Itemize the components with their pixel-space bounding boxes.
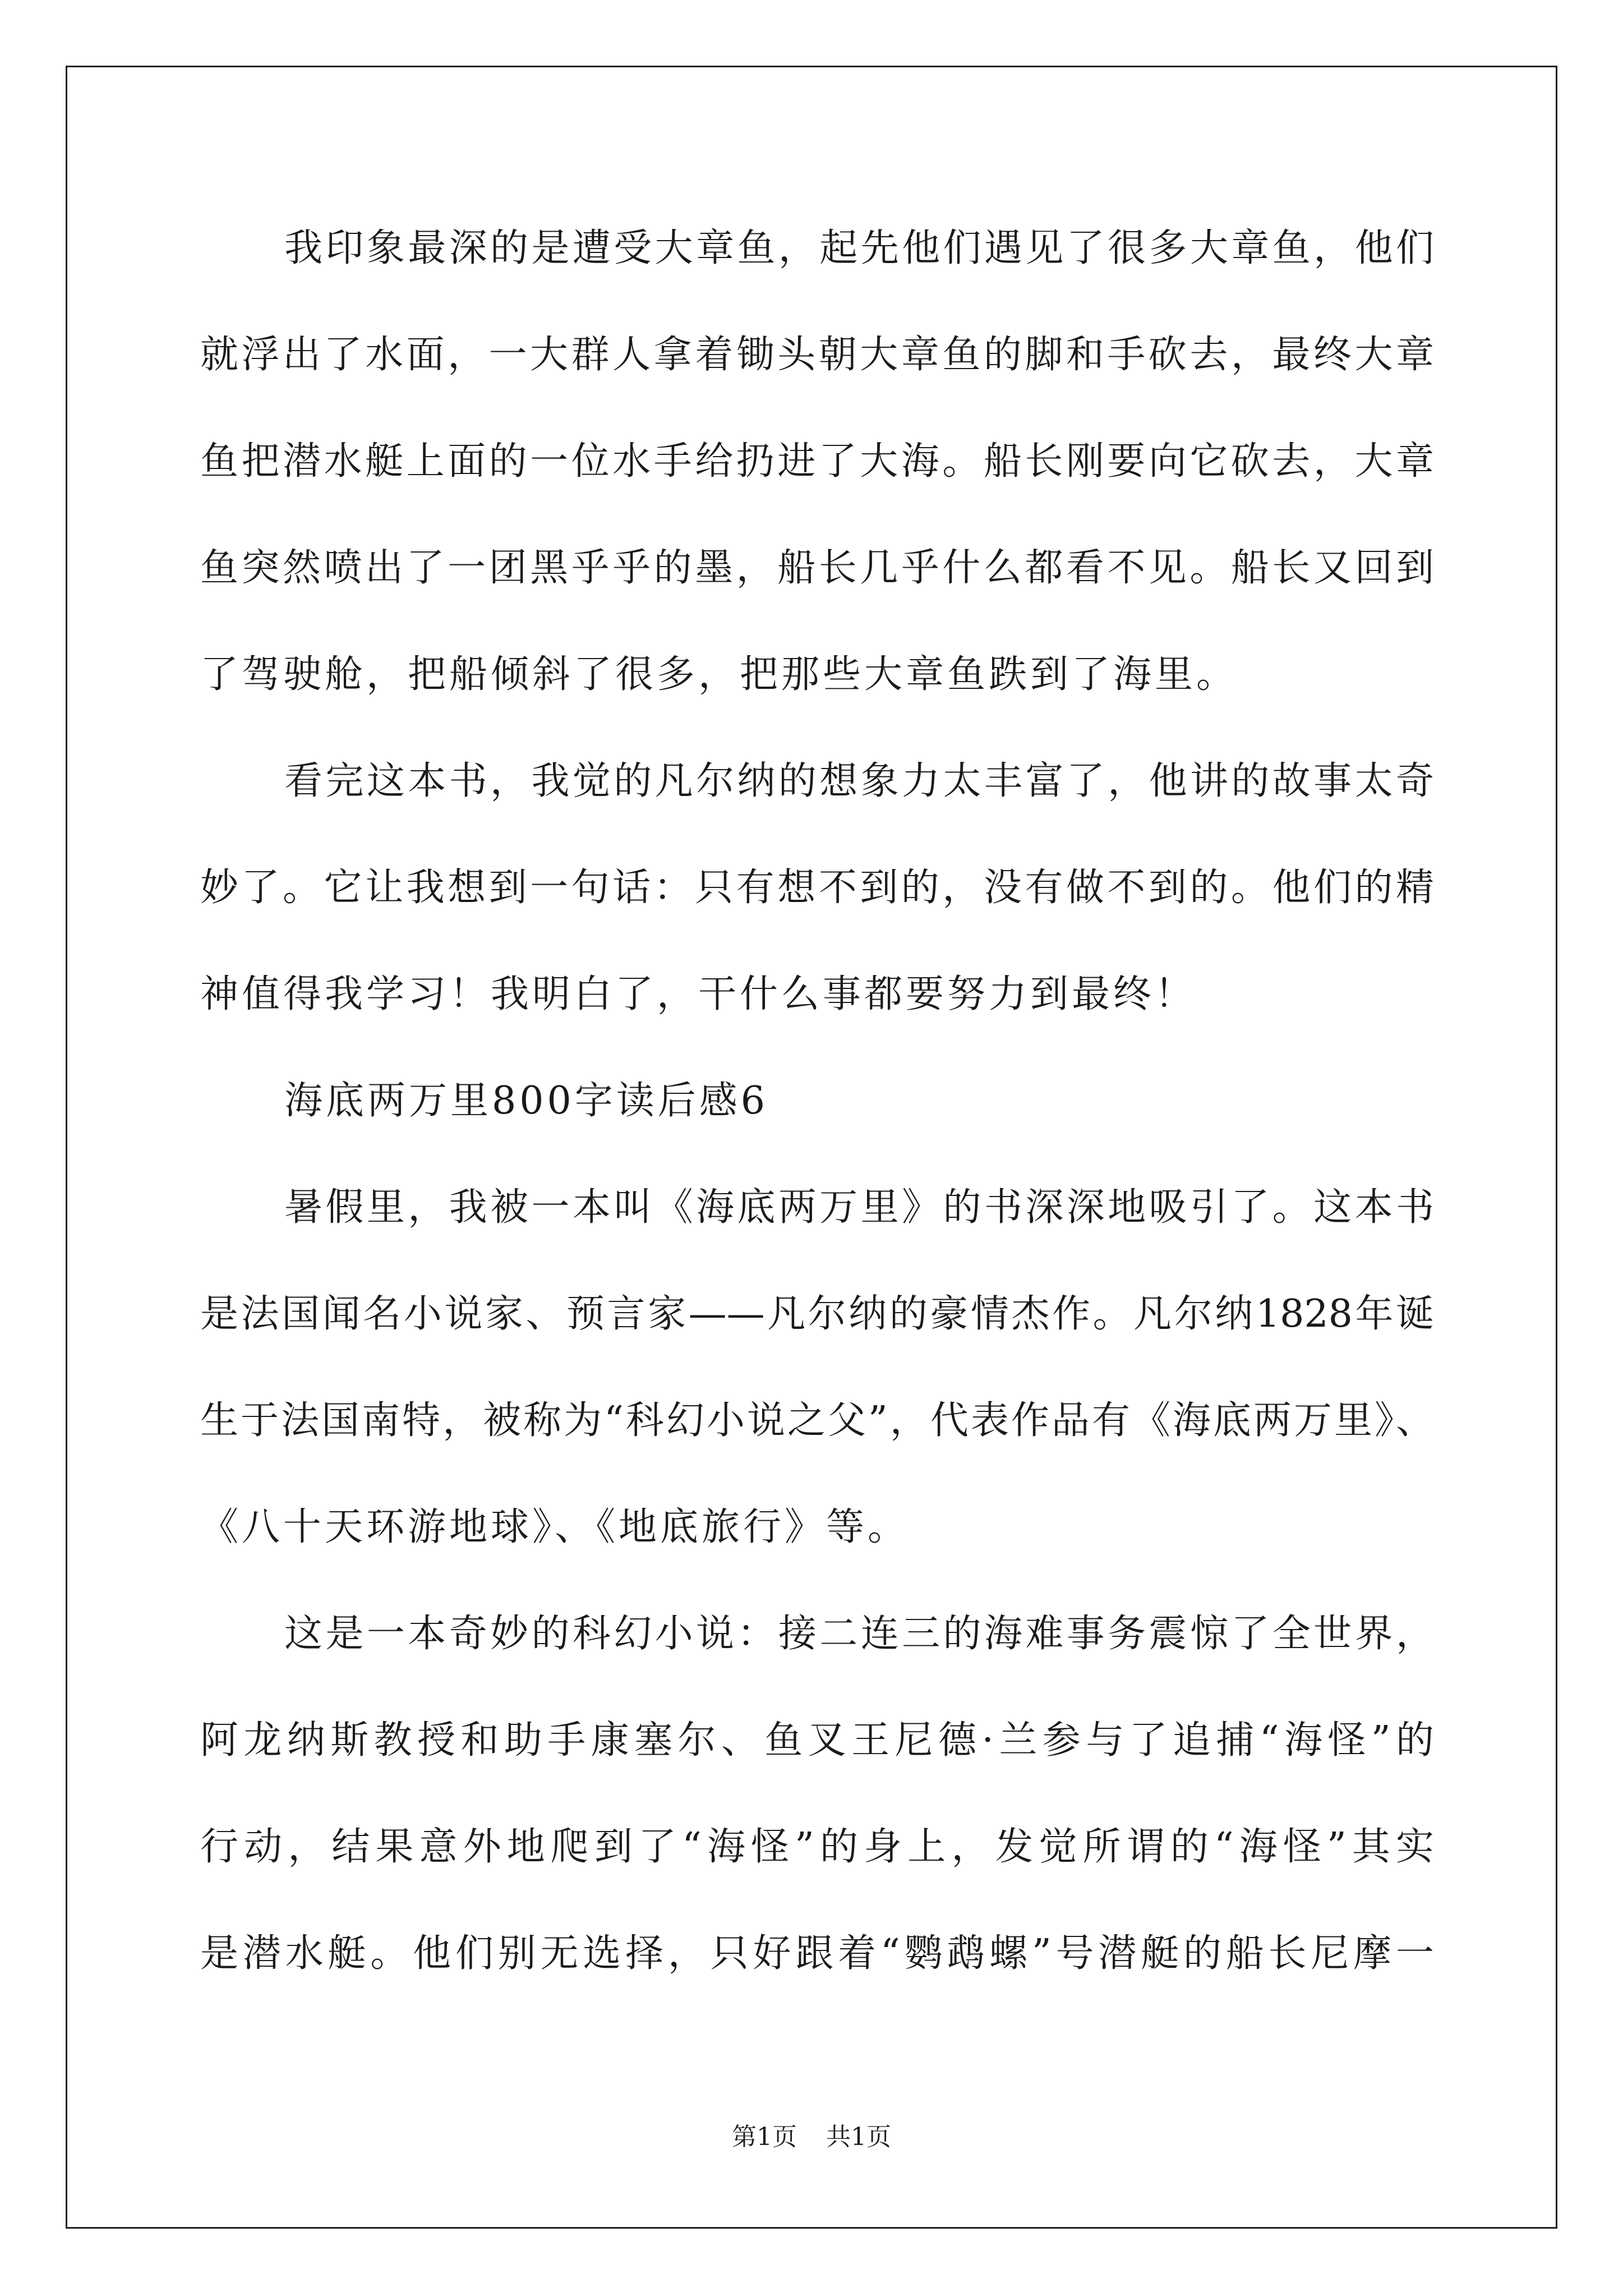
paragraph-line: 妙了。它让我想到一句话：只有想不到的，没有做不到的。他们的精 [200,866,1434,910]
section-heading: 海底两万里800字读后感6 [284,1079,769,1123]
page-number: 第1页 [732,2123,797,2151]
page-border [66,66,1557,2229]
paragraph-line: 《八十天环游地球》、《地底旅行》等。 [200,1505,910,1549]
paragraph-line: 这是一本奇妙的科幻小说：接二连三的海难事务震惊了全世界， [284,1612,1434,1656]
page-footer [0,2122,1623,2153]
paragraph-line: 就浮出了水面，一大群人拿着锄头朝大章鱼的脚和手砍去，最终大章 [200,333,1434,377]
paragraph-line: 阿龙纳斯教授和助手康塞尔、鱼叉王尼德·兰参与了追捕“海怪”的 [200,1718,1434,1763]
paragraph-line: 生于法国南特，被称为“科幻小说之父”，代表作品有《海底两万里》、 [200,1398,1434,1443]
paragraph-line: 是法国闻名小说家、预言家——凡尔纳的豪情杰作。凡尔纳1828年诞 [200,1292,1434,1336]
paragraph-line: 鱼突然喷出了一团黑乎乎的墨，船长几乎什么都看不见。船长又回到 [200,546,1434,590]
paragraph-line: 神值得我学习！我明白了，干什么事都要努力到最终！ [200,972,1197,1016]
paragraph-line: 看完这本书，我觉的凡尔纳的想象力太丰富了，他讲的故事太奇 [284,759,1434,803]
paragraph-line: 暑假里，我被一本叫《海底两万里》的书深深地吸引了。这本书 [284,1185,1434,1230]
paragraph-line: 我印象最深的是遭受大章鱼，起先他们遇见了很多大章鱼，他们 [284,226,1434,270]
paragraph-line: 了驾驶舱，把船倾斜了很多，把那些大章鱼跌到了海里。 [200,652,1238,697]
page-total: 共1页 [826,2123,891,2151]
paragraph-line: 是潜水艇。他们别无选择，只好跟着“鹦鹉螺”号潜艇的船长尼摩一 [200,1931,1434,1976]
paragraph-line: 行动，结果意外地爬到了“海怪”的身上，发觉所谓的“海怪”其实 [200,1825,1434,1869]
paragraph-line: 鱼把潜水艇上面的一位水手给扔进了大海。船长刚要向它砍去，大章 [200,439,1434,484]
